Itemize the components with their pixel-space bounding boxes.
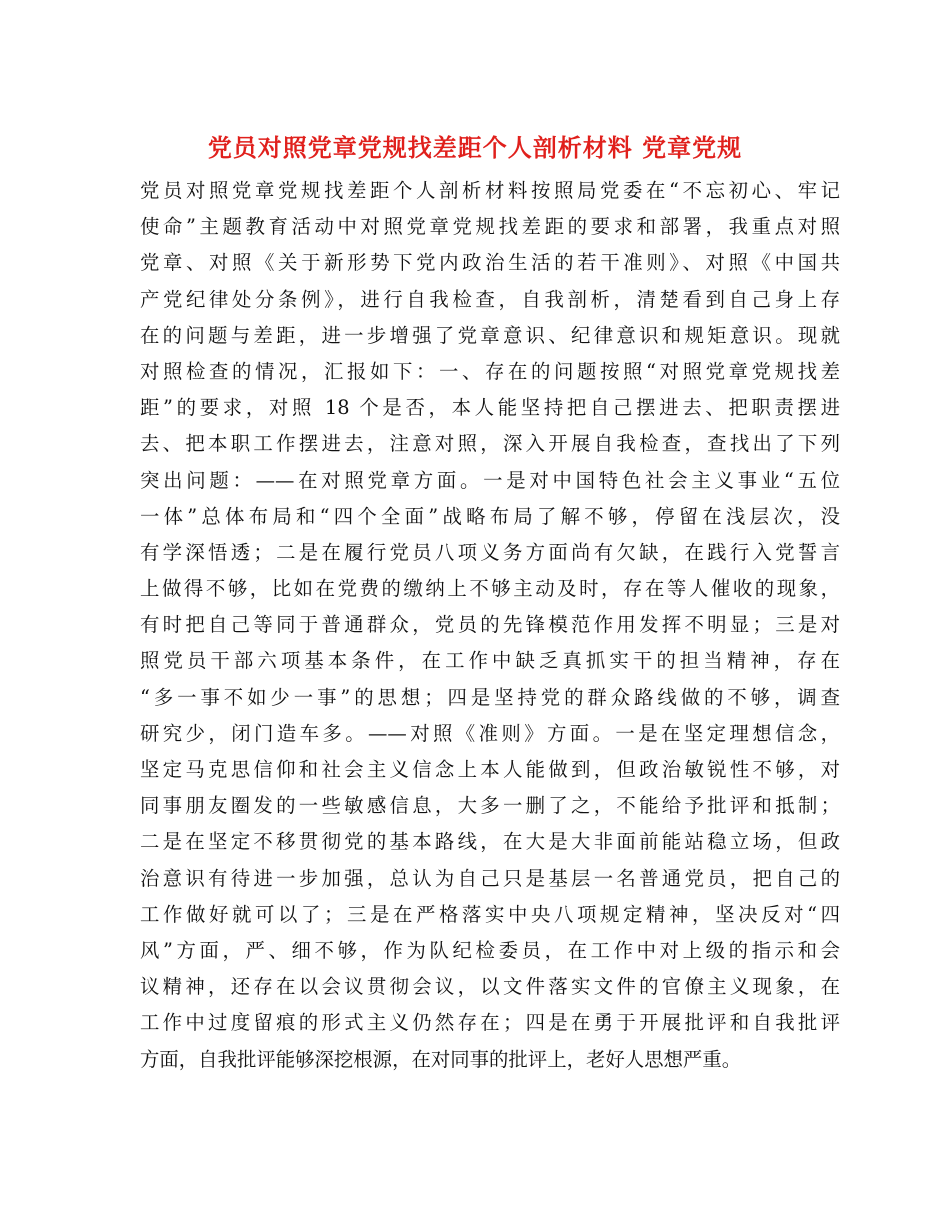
body-text-line: 突出问题：——在对照党章方面。一是对中国特色社会主义事业“五位 xyxy=(140,468,840,492)
document-body xyxy=(140,173,840,1078)
body-text-line: 在的问题与差距，进一步增强了党章意识、纪律意识和规矩意识。现就 xyxy=(140,323,840,347)
body-text-line: 坚定马克思信仰和社会主义信念上本人能做到，但政治敏锐性不够，对 xyxy=(140,758,840,781)
body-text-line: 有学深悟透；二是在履行党员八项义务方面尚有欠缺，在践行入党誓言 xyxy=(140,540,840,564)
body-text-line: 一体”总体布局和“四个全面”战略布局了解不够，停留在浅层次，没 xyxy=(140,504,840,528)
body-text-line: 上做得不够，比如在党费的缴纳上不够主动及时，存在等人催收的现象， xyxy=(140,577,840,601)
body-text-line: 同事朋友圈发的一些敏感信息，大多一删了之，不能给予批评和抵制； xyxy=(140,794,840,818)
body-text-line: 研究少，闭门造车多。——对照《准则》方面。一是在坚定理想信念， xyxy=(140,721,840,745)
body-text-line: “多一事不如少一事”的思想；四是坚持党的群众路线做的不够，调查 xyxy=(140,685,840,709)
body-text-line: 方面，自我批评能够深挖根源，在对同事的批评上，老好人思想严重。 xyxy=(140,1047,742,1071)
body-text-line: 使命”主题教育活动中对照党章党规找差距的要求和部署，我重点对照 xyxy=(140,215,840,239)
body-text-line: 有时把自己等同于普通群众，党员的先锋模范作用发挥不明显；三是对 xyxy=(140,613,840,637)
body-text-line: 去、把本职工作摆进去，注意对照，深入开展自我检查，查找出了下列 xyxy=(140,432,840,456)
body-text-line: 距”的要求，对照 18 个是否，本人能坚持把自己摆进去、把职责摆进 xyxy=(140,396,840,420)
document-title: 党员对照党章党规找差距个人剖析材料 党章党规 xyxy=(207,133,743,162)
body-text-line: 工作中过度留痕的形式主义仍然存在；四是在勇于开展批评和自我批评 xyxy=(140,1011,840,1035)
body-text-line: 风”方面，严、细不够，作为队纪检委员，在工作中对上级的指示和会 xyxy=(140,938,840,962)
body-text-line: 产党纪律处分条例》，进行自我检查，自我剖析，清楚看到自己身上存 xyxy=(140,287,840,311)
body-text-line: 工作做好就可以了；三是在严格落实中央八项规定精神，坚决反对“四 xyxy=(140,902,840,926)
body-text-line: 对照检查的情况，汇报如下：一、存在的问题按照“对照党章党规找差 xyxy=(140,359,840,383)
body-text-line: 党员对照党章党规找差距个人剖析材料按照局党委在“不忘初心、牢记 xyxy=(140,179,840,202)
body-text-line: 党章、对照《关于新形势下党内政治生活的若干准则》、对照《中国共 xyxy=(140,251,840,275)
body-text-line: 治意识有待进一步加强，总认为自己只是基层一名普通党员，把自己的 xyxy=(140,866,840,890)
body-text-line: 二是在坚定不移贯彻党的基本路线，在大是大非面前能站稳立场，但政 xyxy=(140,830,840,854)
body-text-line: 照党员干部六项基本条件，在工作中缺乏真抓实干的担当精神，存在 xyxy=(140,649,840,673)
body-text-line: 议精神，还存在以会议贯彻会议，以文件落实文件的官僚主义现象，在 xyxy=(140,975,840,999)
